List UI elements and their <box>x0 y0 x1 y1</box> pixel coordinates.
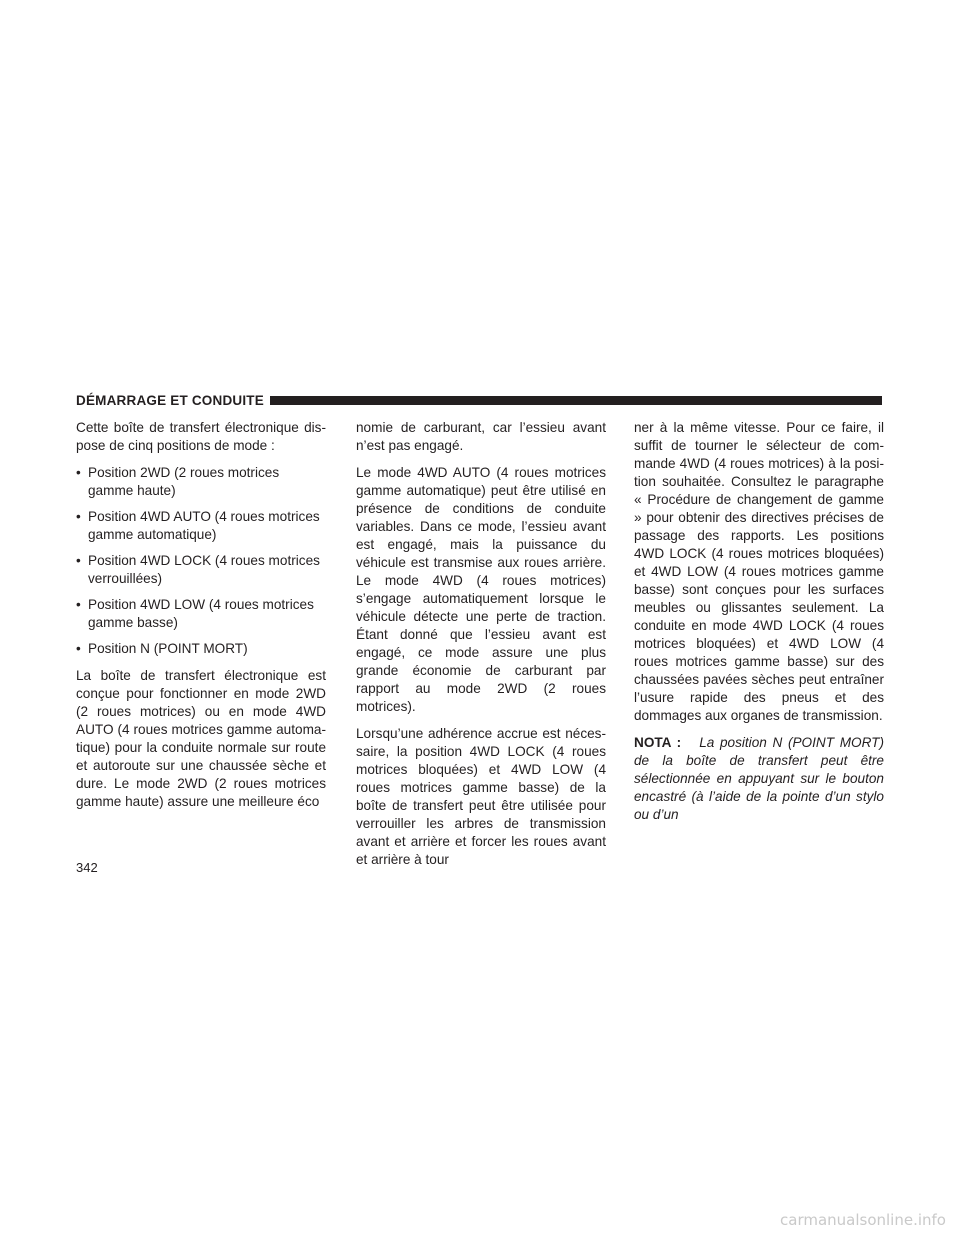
note-text: La position N (POINT MORT) de la boîte de transfert peut être sélectionnée en appuyant sur le bouton encastré (à l’aide de la pointe d’un stylo ou d’un <box>634 735 884 822</box>
body-paragraph: ner à la même vitesse. Pour ce faire, il suffit de tourner le sélecteur de commande 4WD (4 roues motrices) à la position souhaitée. Consultez le paragraphe « Procédure de changement de gamme » pour obtenir des directives précises de passage des rapports. Les positions 4WD LOCK (4 roues motrices bloquées) et 4WD LOW (4 roues motrices gamme basse) sont conçues pour les surfaces meubles ou glissantes seulement. La conduite en mode 4WD LOCK (4 roues motrices bloquées) et 4WD LOW (4 roues motrices gamme basse) sur des chaussées pavées sèches peut entraîner l’usure rapide des pneus et des dommages aux organes de transmission. <box>634 420 884 723</box>
section-header <box>76 393 882 407</box>
section-rule <box>270 396 882 405</box>
mode-list <box>76 464 326 658</box>
list-item: • Position 2WD (2 roues motrices gamme haute) <box>76 464 326 500</box>
section-title: DÉMARRAGE ET CONDUITE <box>76 392 264 408</box>
body-paragraph: nomie de carburant, car l’essieu avant n’est pas engagé. <box>356 420 606 453</box>
body-paragraph: Le mode 4WD AUTO (4 roues motrices gamme automatique) peut être utilisé en présence de conditions de conduite variables. Dans ce mode, l’essieu avant est engagé, mais la puissance du véhicule est transmise aux roues arrière. Le mode 4WD (4 roues motrices) s’engage automatiquement lorsque le véhicule détecte une perte de traction. Étant donné que l’essieu avant est engagé, ce mode assure une plus grande économie de carburant par rapport au mode 2WD (2 roues motrices). <box>356 465 606 714</box>
text-column-1 <box>76 419 326 811</box>
watermark: carmanualsonline.info <box>780 1211 946 1229</box>
body-paragraph: La boîte de transfert électronique est conçue pour fonctionner en mode 2WD (2 roues motrices) ou en mode 4WD AUTO (4 roues motrices gamme automatique) pour la conduite normale sur route et autoroute sur une chaussée sèche et dure. Le mode 2WD (2 roues motrices gamme haute) assure une meilleure éco <box>76 668 326 809</box>
text-column-2 <box>356 419 606 869</box>
list-item: • Position N (POINT MORT) <box>76 640 326 658</box>
text-column-3 <box>634 419 884 824</box>
page-number: 342 <box>76 860 98 875</box>
note-paragraph <box>634 734 884 824</box>
note-label: NOTA : <box>634 735 682 750</box>
list-item: • Position 4WD LOCK (4 roues motrices verrouillées) <box>76 552 326 588</box>
intro-paragraph: Cette boîte de transfert électronique dispose de cinq positions de mode : <box>76 420 326 453</box>
list-item: • Position 4WD AUTO (4 roues motrices gamme automatique) <box>76 508 326 544</box>
list-item: • Position 4WD LOW (4 roues motrices gamme basse) <box>76 596 326 632</box>
body-paragraph: Lorsqu’une adhérence accrue est nécessaire, la position 4WD LOCK (4 roues motrices bloquées) et 4WD LOW (4 roues motrices gamme basse) de la boîte de transfert peut être utilisée pour verrouiller les arbres de transmission avant et arrière et forcer les roues avant et arrière à tour <box>356 726 606 867</box>
